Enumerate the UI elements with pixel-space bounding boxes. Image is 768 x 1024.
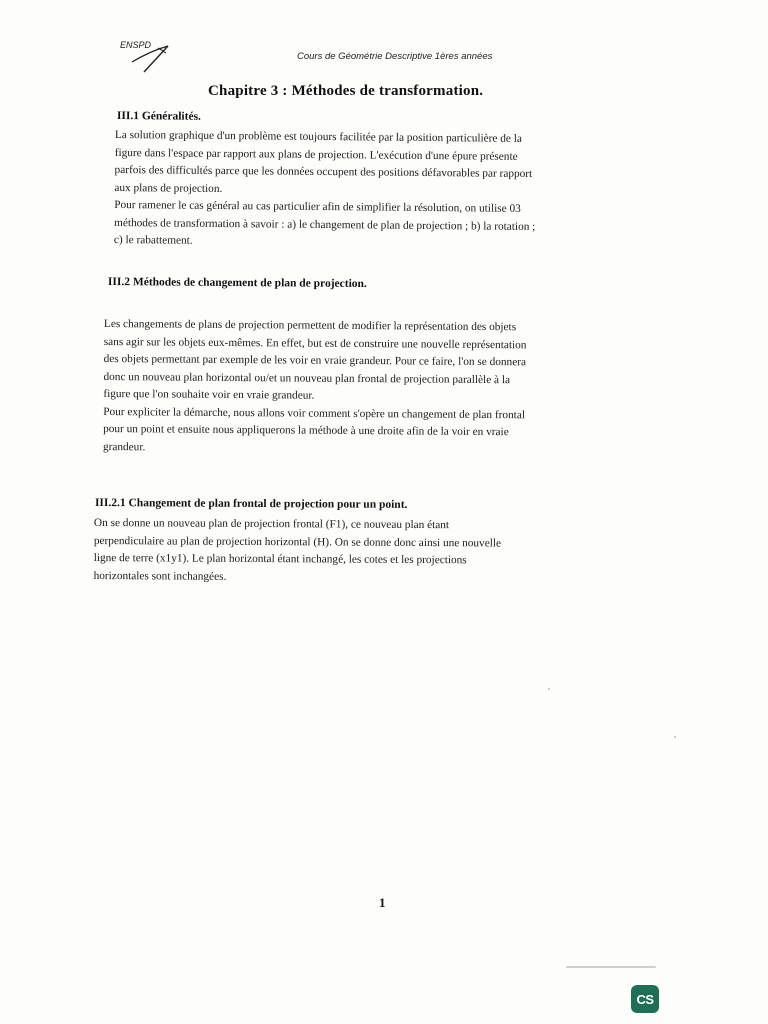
text-line: des objets permettant par exemple de les voir en vraie grandeur. Pour ce faire, l'on se donnera <box>103 352 527 369</box>
chapter-title: Chapitre 3 : Méthodes de transformation. <box>208 83 484 99</box>
paragraph-plan-frontal-point <box>94 515 674 589</box>
text-line: parfois des difficultés parce que les données occupent des positions défavorables par rapport <box>114 163 533 181</box>
text-line: Les changements de plans de projection permettent de modifier la représentation des objets <box>103 317 517 334</box>
section-heading-changement-plan: III.2 Méthodes de changement de plan de projection. <box>107 276 367 291</box>
text-line: aux plans de projection. <box>114 181 223 195</box>
text-line: On se donne un nouveau plan de projection frontal (F1), ce nouveau plan étant <box>93 516 450 532</box>
text-line: figure dans l'espace par rapport aux plans de projection. L'exécution d'une épure présente <box>114 146 518 163</box>
scanner-app-badge[interactable]: CS <box>631 985 659 1013</box>
text-line: ligne de terre (x1y1). Le plan horizontal étant inchangé, les cotes et les projections <box>93 551 467 567</box>
paragraph-generalites <box>114 127 655 255</box>
section-heading-generalites: III.1 Généralités. <box>116 110 202 123</box>
scan-artifact-line <box>566 966 656 968</box>
text-line: figure que l'on souhaite voir en vraie grandeur. <box>103 387 315 402</box>
text-line: c) le rabattement. <box>113 233 193 247</box>
text-line: grandeur. <box>102 440 146 453</box>
text-line: sans agir sur les objets eux-mêmes. En effet, but est de construire une nouvelle représentation <box>103 335 527 351</box>
scan-speck <box>674 736 676 738</box>
text-line: Pour expliciter la démarche, nous allons voir comment s'opère un changement de plan frontal <box>103 405 526 421</box>
page-number: 1 <box>379 895 386 910</box>
text-line: Pour ramener le cas général au cas particulier afin de simplifier la résolution, on utilise 03 <box>114 198 521 215</box>
text-line: méthodes de transformation à savoir : a) le changement de plan de projection ; b) la rotation ; <box>114 216 536 233</box>
paragraph-changement-plan <box>103 316 664 460</box>
text-line: horizontales sont inchangées. <box>93 569 227 583</box>
section-heading-plan-frontal-point: III.2.1 Changement de plan frontal de projection pour un point. <box>94 497 408 511</box>
institution-logo-text: ENSPD <box>120 40 152 50</box>
text-line: pour un point et ensuite nous appliquerons la méthode à une droite afin de la voir en vraie <box>103 422 509 439</box>
text-line: La solution graphique d'un problème est toujours facilitée par la position particulière de la <box>114 128 522 145</box>
scan-speck <box>548 688 550 690</box>
text-line: donc un nouveau plan horizontal ou/et un nouveau plan frontal de projection parallèle à la <box>103 370 511 386</box>
course-header: Cours de Géométrie Descriptive 1ères années <box>297 51 493 62</box>
text-line: perpendiculaire au plan de projection horizontal (H). On se donne donc ainsi une nouvelle <box>93 534 502 549</box>
